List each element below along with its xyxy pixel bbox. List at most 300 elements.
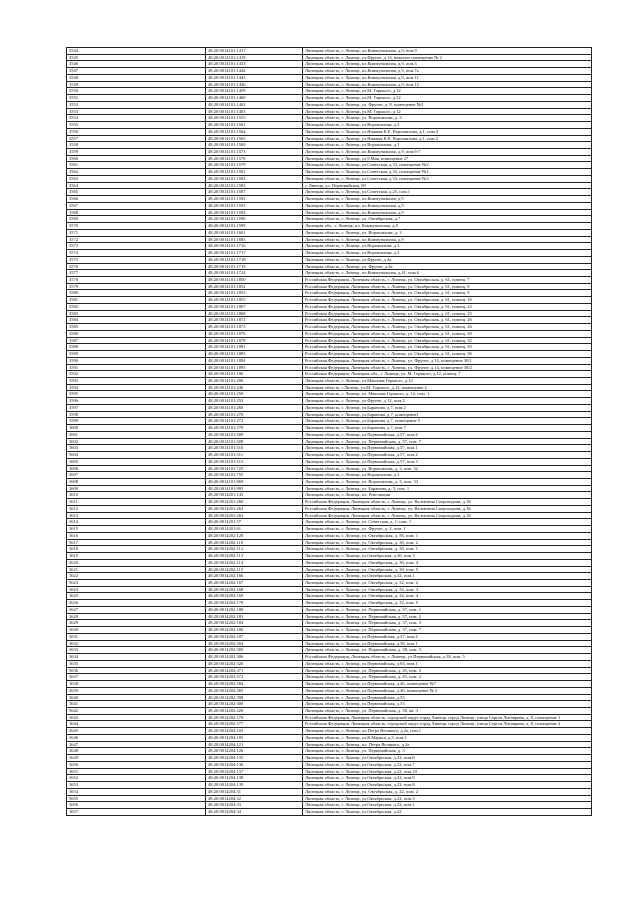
table-row bbox=[67, 95, 592, 102]
cadastral-number-cell: 48:20:0014204:137 bbox=[206, 768, 303, 775]
table-row bbox=[67, 384, 592, 391]
address-cell: Липецкая область, г. Липецк, ул. Баранова, д. 5, пом. 1 bbox=[303, 485, 592, 492]
address-cell: Липецкая область, г. Липецк, ул.Октябрьская, д.22, пом.6 bbox=[303, 755, 592, 762]
table-row bbox=[67, 276, 592, 283]
table-row bbox=[67, 768, 592, 775]
row-number-cell: 3645 bbox=[67, 728, 206, 735]
table-row bbox=[67, 135, 592, 142]
cadastral-number-cell: 48:20:0014202:372 bbox=[206, 674, 303, 681]
row-number-cell: 3546 bbox=[67, 61, 206, 68]
address-cell: Липецкая область, г. Липецк, ул.Первомайская, д.38, пом.1 bbox=[303, 640, 592, 647]
cadastral-number-cell: 48:20:0014101:1593 bbox=[206, 202, 303, 209]
row-number-cell: 3625 bbox=[67, 593, 206, 600]
row-number-cell: 3622 bbox=[67, 573, 206, 580]
row-number-cell: 3650 bbox=[67, 761, 206, 768]
cadastral-number-cell: 48:20:0014101:725 bbox=[206, 465, 303, 472]
row-number-cell: 3609 bbox=[67, 485, 206, 492]
row-number-cell: 3655 bbox=[67, 795, 206, 802]
cadastral-number-cell: 48:20:0014101:1582 bbox=[206, 175, 303, 182]
row-number-cell: 3572 bbox=[67, 236, 206, 243]
cadastral-number-cell: 48:20:0014204:34 bbox=[206, 808, 303, 815]
table-row bbox=[67, 593, 592, 600]
table-row bbox=[67, 229, 592, 236]
row-number-cell: 3657 bbox=[67, 808, 206, 815]
cadastral-number-cell: 48:20:0014204:139 bbox=[206, 782, 303, 789]
cadastral-number-cell: 48:20:0014202:371 bbox=[206, 667, 303, 674]
address-cell: Российская Федерация, Липецкая область, г. Липецк, ул. Октябрьская, д. 61, помещ. 26 bbox=[303, 324, 592, 331]
table-row bbox=[67, 88, 592, 95]
cadastral-number-cell: 48:20:0014101:1463 bbox=[206, 108, 303, 115]
property-register-table bbox=[66, 47, 592, 816]
address-cell: Липецкая область, г. Липецк, ул.Фрунзе, д.4а bbox=[303, 256, 592, 263]
table-row bbox=[67, 647, 592, 654]
address-cell: Российская Федерация, Липецкая область, г. Липецк, ул. Октябрьская, д. 61, помещ. 32 bbox=[303, 337, 592, 344]
row-number-cell: 3548 bbox=[67, 74, 206, 81]
cadastral-number-cell: 48:20:0014101:1716 bbox=[206, 243, 303, 250]
cadastral-number-cell: 48:20:0014101:1578 bbox=[206, 155, 303, 162]
table-row bbox=[67, 519, 592, 526]
row-number-cell: 3598 bbox=[67, 411, 206, 418]
cadastral-number-cell: 48:20:0014101:1599 bbox=[206, 223, 303, 230]
row-number-cell: 3632 bbox=[67, 640, 206, 647]
cadastral-number-cell: 48:20:0014101:513 bbox=[206, 458, 303, 465]
address-cell: Липецкая область, г. Липецк, ул.Первомайская, д.46, помещение №7 bbox=[303, 681, 592, 688]
address-cell: Липецкая область, г. Липецк, ул.К.Маркса, д.5, пом.1 bbox=[303, 734, 592, 741]
cadastral-number-cell: 48:20:0014101:510 bbox=[206, 445, 303, 452]
row-number-cell: 3647 bbox=[67, 741, 206, 748]
address-cell: Липецкая область, г. Липецк, ул. Первомайская, д. 3 bbox=[303, 748, 592, 755]
cadastral-number-cell: 48:20:0014101:270 bbox=[206, 411, 303, 418]
address-cell: Российская Федерация, Липецкая область, г. Липецк, ул. Октябрьская, д. 61, помещ. 9 bbox=[303, 290, 592, 297]
cadastral-number-cell: 48:20:0014204:126 bbox=[206, 748, 303, 755]
row-number-cell: 3606 bbox=[67, 465, 206, 472]
row-number-cell: 3613 bbox=[67, 512, 206, 519]
cadastral-number-cell: 48:20:0014101:1444 bbox=[206, 68, 303, 75]
row-number-cell: 3574 bbox=[67, 250, 206, 257]
table-row bbox=[67, 701, 592, 708]
address-cell: Липецкая область, г. Липецк, ул.Ворошилова, д.1 bbox=[303, 142, 592, 149]
cadastral-number-cell: 48:20:0014202:398 bbox=[206, 694, 303, 701]
table-row bbox=[67, 324, 592, 331]
address-cell: Липецкая область, г. Липецк, ул.Максима Горького, д.12 bbox=[303, 377, 592, 384]
address-cell: Липецкая область, г. Липецк, пл.Коммунальная, д.9, пом.9 bbox=[303, 48, 592, 55]
row-number-cell: 3649 bbox=[67, 755, 206, 762]
row-number-cell: 3593 bbox=[67, 377, 206, 384]
address-cell: Липецкая область, г. Липецк, ул. Октябрьская, д. 32, пом. 4 bbox=[303, 593, 592, 600]
table-row bbox=[67, 404, 592, 411]
address-cell: Липецкая область, г. Липецк, ул. Октябрьская, д. 32, пом. 2 bbox=[303, 580, 592, 587]
table-row bbox=[67, 115, 592, 122]
cadastral-number-cell: 48:20:0014101:511 bbox=[206, 452, 303, 459]
row-number-cell: 3585 bbox=[67, 324, 206, 331]
address-cell: Липецкая область, г. Липецк, пл.Коммунальная, д.9, пом.6-7 bbox=[303, 149, 592, 156]
address-cell: Российская Федерация, Липецкая область, г. Липецк, ул. Валентина Скороходова, д.1Б bbox=[303, 499, 592, 506]
row-number-cell: 3553 bbox=[67, 108, 206, 115]
table-row bbox=[67, 418, 592, 425]
address-cell: Российская Федерация, Липецкая область, г. Липецк, ул. Октябрьская, д. 61, помещ. 7 bbox=[303, 276, 592, 283]
cadastral-number-cell: 48:20:0014202:115 bbox=[206, 566, 303, 573]
cadastral-number-cell: 48:20:0014201:61 bbox=[206, 526, 303, 533]
cadastral-number-cell: 48:20:0014101:1587 bbox=[206, 189, 303, 196]
row-number-cell: 3556 bbox=[67, 128, 206, 135]
table-row bbox=[67, 613, 592, 620]
row-number-cell: 3564 bbox=[67, 182, 206, 189]
row-number-cell: 3594 bbox=[67, 384, 206, 391]
row-number-cell: 3618 bbox=[67, 546, 206, 553]
row-number-cell: 3638 bbox=[67, 681, 206, 688]
row-number-cell: 3544 bbox=[67, 48, 206, 55]
table-row bbox=[67, 452, 592, 459]
address-cell: Липецкая область, г.Липецк, ул.М. Горького, д.12, помещение 2 bbox=[303, 384, 592, 391]
row-number-cell: 3588 bbox=[67, 344, 206, 351]
cadastral-number-cell: 48:20:0014101:1718 bbox=[206, 256, 303, 263]
document-page bbox=[66, 47, 576, 816]
table-row bbox=[67, 795, 592, 802]
row-number-cell: 3623 bbox=[67, 580, 206, 587]
row-number-cell: 3616 bbox=[67, 532, 206, 539]
address-cell: Липецкая область, г. Липецк, ул.Фрунзе, д.12, пом.2 bbox=[303, 398, 592, 405]
address-cell: Липецкая область, г. Липецк, ул.Октябрьская, д.22, пом.3 bbox=[303, 795, 592, 802]
address-cell: Российская Федерация, Липецкая область, г. Липецк, ул. Октябрьская, д. 61, помещ. 30 bbox=[303, 330, 592, 337]
cadastral-number-cell: 48:20:0014101:869 bbox=[206, 479, 303, 486]
table-row bbox=[67, 377, 592, 384]
table-row bbox=[67, 317, 592, 324]
table-row bbox=[67, 721, 592, 728]
table-row bbox=[67, 303, 592, 310]
cadastral-number-cell: 48:20:0014101:508 bbox=[206, 438, 303, 445]
address-cell: Липецкая область, г. Липецк, ул. Первомайская, д. 45, пом. 3 bbox=[303, 667, 592, 674]
address-cell: Российская Федерация, Липецкая область, г. Липецк, ул. Октябрьская, д. 61, помещ. 23 bbox=[303, 310, 592, 317]
table-row bbox=[67, 707, 592, 714]
row-number-cell: 3633 bbox=[67, 647, 206, 654]
row-number-cell: 3580 bbox=[67, 290, 206, 297]
address-cell: Липецкая область, г. Липецк, ул.М. Горького, д.12 bbox=[303, 95, 592, 102]
address-cell: Липецкая область, г. Липецк, пл. Петра Великого, д.2а bbox=[303, 741, 592, 748]
cadastral-number-cell: 48:20:0014101:272 bbox=[206, 418, 303, 425]
cadastral-number-cell: 48:20:0014101:1596 bbox=[206, 216, 303, 223]
address-cell: Липецкая область, г. Липецк, ул.Октябрьская, д.22 bbox=[303, 808, 592, 815]
address-cell: Липецкая область, г. Липецк, ул. Октябрьская, д. 30, пом. 2 bbox=[303, 539, 592, 546]
row-number-cell: 3589 bbox=[67, 351, 206, 358]
row-number-cell: 3607 bbox=[67, 472, 206, 479]
address-cell: Липецкая область, г. Липецк, ул. Первомайская, д. 37, пом. 2 bbox=[303, 613, 592, 620]
row-number-cell: 3636 bbox=[67, 667, 206, 674]
row-number-cell: 3637 bbox=[67, 674, 206, 681]
row-number-cell: 3549 bbox=[67, 81, 206, 88]
row-number-cell: 3582 bbox=[67, 303, 206, 310]
cadastral-number-cell: 48:20:0014101:1417 bbox=[206, 48, 303, 55]
row-number-cell: 3644 bbox=[67, 721, 206, 728]
address-cell: Липецкая область, г. Липецк, ул. Фрунзе, д. 2, пом. 1 bbox=[303, 526, 592, 533]
cadastral-number-cell: 48:20:0014101:1850 bbox=[206, 276, 303, 283]
cadastral-number-cell: 48:20:0014101:1724 bbox=[206, 270, 303, 277]
cadastral-number-cell: 48:20:0014201:262 bbox=[206, 505, 303, 512]
address-cell: Липецкая область, г. Липецк, ул. Первомайская, д. 37, пом. 1 bbox=[303, 606, 592, 613]
row-number-cell: 3653 bbox=[67, 782, 206, 789]
table-row bbox=[67, 202, 592, 209]
cadastral-number-cell: 48:20:0014202:400 bbox=[206, 701, 303, 708]
cadastral-number-cell: 48:20:0014202:180 bbox=[206, 606, 303, 613]
address-cell: Липецкая область, г. Липецк, ул.Нижняя К.Е. Ворошилова, д.1, пом.4 bbox=[303, 128, 592, 135]
cadastral-number-cell: 48:20:0014204:32 bbox=[206, 795, 303, 802]
table-row bbox=[67, 687, 592, 694]
table-row bbox=[67, 465, 592, 472]
table-row bbox=[67, 761, 592, 768]
cadastral-number-cell: 48:20:0014202:166 bbox=[206, 573, 303, 580]
cadastral-number-cell: 48:20:0014202:304 bbox=[206, 640, 303, 647]
address-cell: Российская Федерация, Липецкая область, г. Липецк, ул. Октябрьская, д. 61, помещ. 36 bbox=[303, 351, 592, 358]
address-cell: Липецкая обл., г. Липецк, пл. Коммунальная, д.9 bbox=[303, 223, 592, 230]
cadastral-number-cell: 48:20:0014101:1594 bbox=[206, 209, 303, 216]
table-row bbox=[67, 788, 592, 795]
address-cell: Липецкая область, г. Липецк, ул.Нижняя К.Е. Ворошилова, д.1, пом.2 bbox=[303, 135, 592, 142]
row-number-cell: 3577 bbox=[67, 270, 206, 277]
cadastral-number-cell: 48:20:0014101:1419 bbox=[206, 54, 303, 61]
cadastral-number-cell: 48:20:0014201:260 bbox=[206, 499, 303, 506]
row-number-cell: 3635 bbox=[67, 660, 206, 667]
cadastral-number-cell: 48:20:0014101:1561 bbox=[206, 122, 303, 129]
cadastral-number-cell: 48:20:0014202:305 bbox=[206, 647, 303, 654]
address-cell: Липецкая область, г. Липецк, ул.Баранова, д.7, пом.7 bbox=[303, 425, 592, 432]
table-row bbox=[67, 263, 592, 270]
address-cell: Липецкая область, г. Липецк, ул.Первомайская, д.57, пом.1 bbox=[303, 445, 592, 452]
table-row bbox=[67, 458, 592, 465]
table-row bbox=[67, 182, 592, 189]
table-row bbox=[67, 122, 592, 129]
row-number-cell: 3605 bbox=[67, 458, 206, 465]
table-row bbox=[67, 290, 592, 297]
table-row bbox=[67, 546, 592, 553]
address-cell: Российская Федерация, Липецкая обл., г. Липецк, ул. М. Горького, д.12, помещ. 7 bbox=[303, 371, 592, 378]
cadastral-number-cell: 48:20:0014202:112 bbox=[206, 546, 303, 553]
row-number-cell: 3602 bbox=[67, 438, 206, 445]
table-row bbox=[67, 620, 592, 627]
address-cell: Липецкая область, г. Липецк, ул. Ворошилова, д. 3, пом. 33 bbox=[303, 479, 592, 486]
row-number-cell: 3641 bbox=[67, 701, 206, 708]
cadastral-number-cell: 48:20:0014101:1433 bbox=[206, 61, 303, 68]
cadastral-number-cell: 48:20:0014202:577 bbox=[206, 721, 303, 728]
cadastral-number-cell: 48:20:0014201:57 bbox=[206, 519, 303, 526]
table-row bbox=[67, 344, 592, 351]
table-row bbox=[67, 337, 592, 344]
table-row bbox=[67, 270, 592, 277]
address-cell: Липецкая область, г. Липецк, ул. Октябрьская, д.7 bbox=[303, 216, 592, 223]
table-row bbox=[67, 101, 592, 108]
address-cell: Липецкая область, г. Липецк, ул.Октябрьская, д.22, пом.9 bbox=[303, 775, 592, 782]
table-row bbox=[67, 81, 592, 88]
address-cell: Липецкая область, г. Липецк, ул.Ворошилова, д.3 bbox=[303, 250, 592, 257]
address-cell: Липецкая область, г. Липецк, ул.Ворошилова, д.3 bbox=[303, 472, 592, 479]
row-number-cell: 3573 bbox=[67, 243, 206, 250]
table-row bbox=[67, 808, 592, 815]
cadastral-number-cell: 48:20:0014101:1579 bbox=[206, 162, 303, 169]
row-number-cell: 3656 bbox=[67, 802, 206, 809]
row-number-cell: 3620 bbox=[67, 559, 206, 566]
cadastral-number-cell: 48:20:0014101:1445 bbox=[206, 74, 303, 81]
address-cell: Липецкая область, г. Липецк, ул. Октябрьская, д. 22, пом. 2 bbox=[303, 788, 592, 795]
address-cell: г. Липецк, ул. Первомайская, 80 bbox=[303, 182, 592, 189]
row-number-cell: 3576 bbox=[67, 263, 206, 270]
table-row bbox=[67, 216, 592, 223]
cadastral-number-cell: 48:20:0014101:1852 bbox=[206, 283, 303, 290]
row-number-cell: 3590 bbox=[67, 357, 206, 364]
address-cell: Липецкая область, г. Липецк, ул.Первомайская, д.53 bbox=[303, 694, 592, 701]
cadastral-number-cell: 48:20:0014101:1876 bbox=[206, 330, 303, 337]
address-cell: Липецкая область, г. Липецк, ул. Первомайская, д. 38, кв. 3 bbox=[303, 707, 592, 714]
row-number-cell: 3565 bbox=[67, 189, 206, 196]
address-cell: Липецкая область, г. Липецк, ул.Первомайская, д.57, пом.4 bbox=[303, 431, 592, 438]
row-number-cell: 3648 bbox=[67, 748, 206, 755]
cadastral-number-cell: 48:20:0014202:114 bbox=[206, 559, 303, 566]
cadastral-number-cell: 48:20:0014101:1868 bbox=[206, 310, 303, 317]
cadastral-number-cell: 48:20:0014101:1583 bbox=[206, 182, 303, 189]
row-number-cell: 3619 bbox=[67, 553, 206, 560]
row-number-cell: 3630 bbox=[67, 627, 206, 634]
table-row bbox=[67, 175, 592, 182]
address-cell: Липецкая область, г. Липецк, пл.Коммунальная, д.9 bbox=[303, 236, 592, 243]
cadastral-number-cell: 48:20:0014101:250 bbox=[206, 391, 303, 398]
table-row bbox=[67, 250, 592, 257]
table-row bbox=[67, 189, 592, 196]
row-number-cell: 3599 bbox=[67, 418, 206, 425]
cadastral-number-cell: 48:20:0014202:168 bbox=[206, 586, 303, 593]
table-row bbox=[67, 425, 592, 432]
row-number-cell: 3586 bbox=[67, 330, 206, 337]
row-number-cell: 3639 bbox=[67, 687, 206, 694]
address-cell: Липецкая область, г. Липецк, ул. Максима Горького, д. 12, пом. 1 bbox=[303, 391, 592, 398]
row-number-cell: 3551 bbox=[67, 95, 206, 102]
table-row bbox=[67, 48, 592, 55]
cadastral-number-cell: 48:20:0014202:385 bbox=[206, 687, 303, 694]
address-cell: Липецкая область, г. Липецк, пл.Коммунальная, д.9 bbox=[303, 202, 592, 209]
address-cell: Липецкая область, г. Липецк, ул.М. Горького, д.12 bbox=[303, 88, 592, 95]
row-number-cell: 3554 bbox=[67, 115, 206, 122]
cadastral-number-cell: 48:20:0014101:260 bbox=[206, 404, 303, 411]
address-cell: Липецкая область, г. Липецк, ул.Октябрьская, д.22, пом.10 bbox=[303, 768, 592, 775]
row-number-cell: 3583 bbox=[67, 310, 206, 317]
address-cell: Российская Федерация, Липецкая область, г. Липецк, ул. Октябрьская, д. 61, помещ. 22 bbox=[303, 303, 592, 310]
cadastral-number-cell: 48:20:0014202:167 bbox=[206, 580, 303, 587]
table-row bbox=[67, 411, 592, 418]
row-number-cell: 3628 bbox=[67, 613, 206, 620]
cadastral-number-cell: 48:20:0014101:1446 bbox=[206, 81, 303, 88]
table-row bbox=[67, 108, 592, 115]
cadastral-number-cell: 48:20:0014101:1878 bbox=[206, 337, 303, 344]
row-number-cell: 3624 bbox=[67, 586, 206, 593]
address-cell: Липецкая область, г. Липецк, ул.Октябрьская, д.32, пом.1 bbox=[303, 573, 592, 580]
table-row bbox=[67, 559, 592, 566]
row-number-cell: 3558 bbox=[67, 142, 206, 149]
address-cell: Российская Федерация, Липецкая область, городской округ город Липецк, город Липецк, улица Сергея Литаврина, д. 8, помещение 2 bbox=[303, 721, 592, 728]
cadastral-number-cell: 48:20:0014101:1717 bbox=[206, 250, 303, 257]
table-row bbox=[67, 162, 592, 169]
table-row bbox=[67, 236, 592, 243]
cadastral-number-cell: 48:20:0014202:576 bbox=[206, 714, 303, 721]
row-number-cell: 3550 bbox=[67, 88, 206, 95]
row-number-cell: 3614 bbox=[67, 519, 206, 526]
row-number-cell: 3595 bbox=[67, 391, 206, 398]
address-cell: Липецкая область, г. Липецк, пл. Революции bbox=[303, 492, 592, 499]
address-cell: Липецкая область, г. Липецк, ул. Октябрьская, д. 30, пом. 1 bbox=[303, 546, 592, 553]
cadastral-number-cell: 48:20:0014202:384 bbox=[206, 681, 303, 688]
address-cell: Липецкая область, г. Липецк, ул.Октябрьская, д.22, пом.8 bbox=[303, 782, 592, 789]
address-cell: Липецкая область, г. Липецк, ул. Первомайская, д. 38, пом. 3 bbox=[303, 647, 592, 654]
table-row bbox=[67, 640, 592, 647]
cadastral-number-cell: 48:20:0014101:1555 bbox=[206, 115, 303, 122]
address-cell: Российская Федерация, Липецкая область, г. Липецк, ул. Фрунзе, д.14, помещение 30/2 bbox=[303, 364, 592, 371]
table-row bbox=[67, 627, 592, 634]
cadastral-number-cell: 48:20:0014101:246 bbox=[206, 384, 303, 391]
address-cell: Липецкая область, г. Липецк, ул.Первомайская, д.57, пом.3 bbox=[303, 458, 592, 465]
cadastral-number-cell: 48:20:0014101:1459 bbox=[206, 88, 303, 95]
table-row bbox=[67, 586, 592, 593]
table-row bbox=[67, 775, 592, 782]
row-number-cell: 3643 bbox=[67, 714, 206, 721]
table-row bbox=[67, 580, 592, 587]
address-cell: Липецкая область, г. Липецк, пл.Петра Великого, д.2а, пом.1 bbox=[303, 728, 592, 735]
address-cell: Липецкая область, г. Липецк, ул.9 Мая, помещение 27 bbox=[303, 155, 592, 162]
address-cell: Липецкая область, г. Липецк, ул.Первомайская, д.37, пом.4 bbox=[303, 633, 592, 640]
row-number-cell: 3601 bbox=[67, 431, 206, 438]
table-row bbox=[67, 438, 592, 445]
row-number-cell: 3568 bbox=[67, 209, 206, 216]
table-row bbox=[67, 734, 592, 741]
address-cell: Липецкая область, г. Липецк, ул.Баранова, д.7, помещение 5 bbox=[303, 418, 592, 425]
table-row bbox=[67, 573, 592, 580]
table-row bbox=[67, 566, 592, 573]
table-row bbox=[67, 223, 592, 230]
cadastral-number-cell: 48:20:0014202:128 bbox=[206, 532, 303, 539]
row-number-cell: 3626 bbox=[67, 600, 206, 607]
table-row bbox=[67, 61, 592, 68]
cadastral-number-cell: 48:20:0014101:1581 bbox=[206, 169, 303, 176]
address-cell: Липецкая область, г. Липецк, ул. Первомайская, д. 37, пом. 3 bbox=[303, 620, 592, 627]
address-cell: Липецкая область, г. Липецк, пл.Коммунальная, д.9, пом.11 bbox=[303, 74, 592, 81]
row-number-cell: 3557 bbox=[67, 135, 206, 142]
table-row bbox=[67, 553, 592, 560]
row-number-cell: 3634 bbox=[67, 654, 206, 661]
table-row bbox=[67, 539, 592, 546]
table-row bbox=[67, 209, 592, 216]
cadastral-number-cell: 48:20:0014202:113 bbox=[206, 553, 303, 560]
row-number-cell: 3617 bbox=[67, 539, 206, 546]
row-number-cell: 3604 bbox=[67, 452, 206, 459]
cadastral-number-cell: 48:20:0014202:183 bbox=[206, 613, 303, 620]
row-number-cell: 3611 bbox=[67, 499, 206, 506]
table-row bbox=[67, 169, 592, 176]
address-cell: Липецкая область, г. Липецк, ул. Советская, д. 1, пом. 1 bbox=[303, 519, 592, 526]
address-cell: Российская Федерация, Липецкая область, г. Липецк, ул. Октябрьская, д. 61, помещ. 8 bbox=[303, 283, 592, 290]
cadastral-number-cell: 48:20:0014101:500 bbox=[206, 431, 303, 438]
address-cell: Российская Федерация, Липецкая область, г. Липецк, ул. Валентина Скороходова, д.1Б bbox=[303, 512, 592, 519]
row-number-cell: 3646 bbox=[67, 734, 206, 741]
row-number-cell: 3575 bbox=[67, 256, 206, 263]
address-cell: Липецкая область, г. Липецк, ул.Советская, д.33, помещение №2 bbox=[303, 162, 592, 169]
cadastral-number-cell: 48:20:0014101:1853 bbox=[206, 290, 303, 297]
row-number-cell: 3566 bbox=[67, 196, 206, 203]
row-number-cell: 3597 bbox=[67, 404, 206, 411]
table-row bbox=[67, 398, 592, 405]
table-row bbox=[67, 667, 592, 674]
address-cell: Липецкая область, г. Липецк, ул.Первомайская, д.57, пом.2 bbox=[303, 452, 592, 459]
address-cell: Липецкая область, г. Липецк, ул.Советская, д.33, помещение №1 bbox=[303, 169, 592, 176]
table-row bbox=[67, 755, 592, 762]
cadastral-number-cell: 48:20:0014204:138 bbox=[206, 775, 303, 782]
cadastral-number-cell: 48:20:0014202:184 bbox=[206, 620, 303, 627]
row-number-cell: 3587 bbox=[67, 337, 206, 344]
cadastral-number-cell: 48:20:0014202:110 bbox=[206, 539, 303, 546]
table-row bbox=[67, 445, 592, 452]
